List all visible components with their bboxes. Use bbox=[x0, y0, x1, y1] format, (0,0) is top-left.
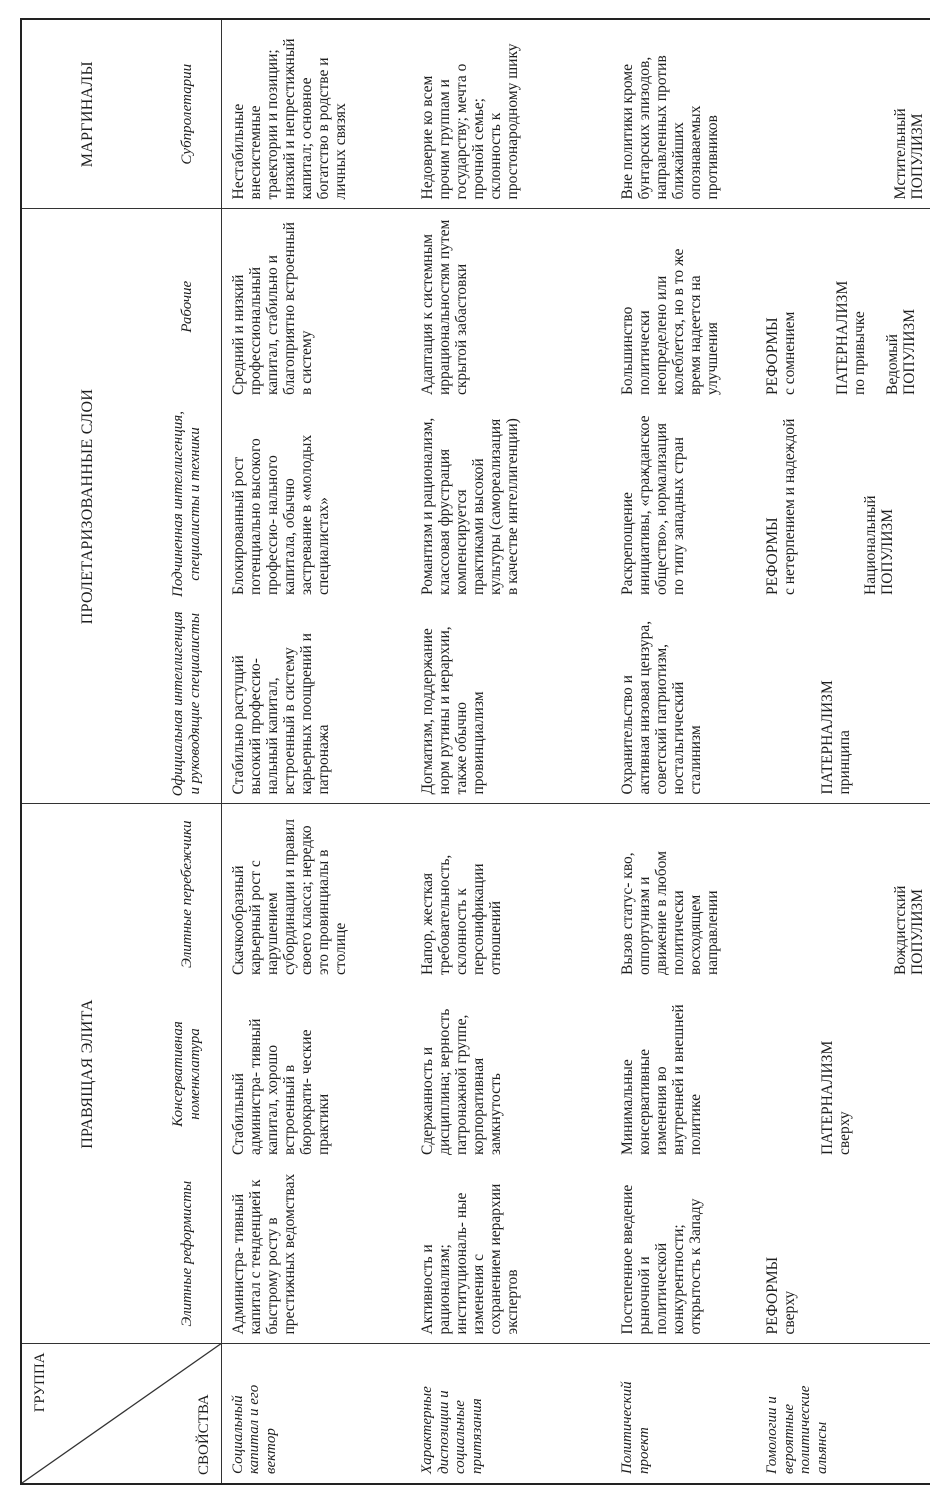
alliance-reforms-label: РЕФОРМЫ bbox=[764, 317, 781, 395]
alliance-cell bbox=[756, 984, 930, 1164]
alliance-populism-label: ПОПУЛИЗМ bbox=[909, 888, 927, 975]
social-groups-table bbox=[20, 18, 930, 1485]
alliance-cell bbox=[756, 209, 930, 404]
alliance-populism-qualifier: Мстительный bbox=[892, 108, 909, 200]
row-label-political-project: Политический проект bbox=[611, 1344, 756, 1484]
alliance-populism-label: ПОПУЛИЗМ bbox=[879, 508, 897, 595]
group-ruling-elite: ПРАВЯЩАЯ ЭЛИТА bbox=[21, 804, 153, 1344]
table-cell: Блокированный рост потенциально высокого профессио- нального капитала, обычно застревание в «молодых специалистах» bbox=[229, 434, 332, 595]
group-proletarianized: ПРОЛЕТАРИЗОВАННЫЕ СЛОИ bbox=[21, 209, 153, 804]
table-row bbox=[411, 19, 611, 1484]
table-cell: Недоверие ко всем прочим группам и государству; мечта о прочной семье; склонность к простонародному шику bbox=[411, 19, 611, 209]
alliance-paternalism-qualifier: принципа bbox=[836, 730, 854, 795]
subgroup-elite-defectors: Элитные перебежчики bbox=[153, 804, 221, 984]
alliance-paternalism-label: ПАТЕРНАЛИЗМ bbox=[834, 280, 852, 395]
alliance-populism-qualifier: Национальный bbox=[862, 495, 880, 595]
table-cell: Раскрепощение инициативы, «гражданское общество», нормализация по типу западных стран bbox=[619, 415, 688, 595]
alliance-cell bbox=[756, 604, 930, 804]
subgroup-conservative-nomenklatura: Консервативная номенклатура bbox=[153, 984, 221, 1164]
alliance-paternalism-qualifier: сверху bbox=[836, 1111, 854, 1155]
subgroup-elite-reformists: Элитные реформисты bbox=[153, 1164, 221, 1344]
row-label-dispositions: Характерные диспозиции и социальные притязания bbox=[411, 1344, 611, 1484]
alliance-cell bbox=[756, 404, 930, 604]
alliance-reforms-label: РЕФОРМЫ bbox=[764, 517, 781, 595]
alliance-cell bbox=[756, 804, 930, 984]
alliance-populism-qualifier: Вождистский bbox=[892, 885, 909, 975]
table-row-alliances bbox=[756, 19, 930, 1484]
subgroup-subordinate-intelligentsia: Подчиненная интеллигенция, специалисты и техники bbox=[153, 404, 221, 604]
table-cell: Вызов статус- кво, оппортунизм и движение в любом политически восходящем направлении bbox=[611, 804, 756, 984]
table-cell: Догматизм, поддержание норм рутины и иерархии, также обычно провинциализм bbox=[419, 626, 488, 795]
table-cell: Постепенное введение рыночной и политической конкурентности; открытость к Западу bbox=[619, 1184, 705, 1335]
group-marginals: МАРГИНАЛЫ bbox=[21, 19, 153, 209]
table-cell: Администра- тивный капитал с тенденцией к быстрому росту в престижных ведомствах bbox=[229, 1173, 298, 1335]
row-label-alliances: Гомологии и вероятные политические альянсы bbox=[756, 1344, 930, 1484]
table-cell: Минимальные консервативные изменения во внутренней и внешней политике bbox=[619, 1004, 705, 1155]
subgroup-official-intelligentsia: Официальная интеллигенция и руководящие специалисты bbox=[153, 604, 221, 804]
table-cell: Охранительство и активная низовая цензура, советский патриотизм, ностальгический сталинизм bbox=[619, 620, 705, 795]
corner-group-label: ГРУППА bbox=[32, 1352, 48, 1413]
alliance-cell bbox=[756, 19, 930, 209]
alliance-populism-label: ПОПУЛИЗМ bbox=[901, 308, 919, 395]
table-cell: Большинство политически неопределено или колеблется, но в то же время надеется на улучшения bbox=[611, 209, 756, 404]
alliance-paternalism-label: ПАТЕРНАЛИЗМ bbox=[819, 1040, 836, 1155]
corner-header bbox=[21, 1344, 221, 1484]
table-cell: Адаптация к системным иррациональностям путем скрытой забастовки bbox=[411, 209, 611, 404]
corner-properties-label: СВОЙСТВА bbox=[196, 1394, 212, 1475]
alliance-reforms-qualifier: сверху bbox=[781, 1290, 799, 1335]
alliance-populism-label: ПОПУЛИЗМ bbox=[909, 113, 927, 200]
alliance-paternalism-qualifier: по привычке bbox=[851, 311, 869, 395]
alliance-populism-qualifier: Ведомый bbox=[884, 334, 902, 395]
table-cell: Напор, жесткая требовательность, склонность к персонификации отношений bbox=[411, 804, 611, 984]
table-cell: Стабильно растущий высокий профессио- нальный капитал, встроенный в систему карьерных поощрений и патронажа bbox=[229, 633, 332, 795]
table-row bbox=[611, 19, 756, 1484]
table-cell: Активность и рационализм; институциональ- ные изменения с сохранением иерархии экспертов bbox=[419, 1183, 522, 1335]
table-cell: Скачкообразный карьерный рост с нарушением субординации и правил своего класса; нередко это провинциалы в столице bbox=[221, 804, 411, 984]
subgroup-workers: Рабочие bbox=[153, 209, 221, 404]
alliance-cell bbox=[756, 1164, 930, 1344]
table-cell: Вне политики кроме бунтарских эпизодов, направленных против ближайших опознаваемых противников bbox=[611, 19, 756, 209]
corner-diagonal-line bbox=[22, 1343, 222, 1483]
alliance-reforms-qualifier: с сомнением bbox=[781, 311, 799, 395]
alliance-reforms-label: РЕФОРМЫ bbox=[764, 1256, 781, 1335]
rotated-table-page bbox=[20, 20, 927, 1485]
subgroup-subproletarians: Субпролетарии bbox=[153, 19, 221, 209]
table-cell: Стабильный администра- тивный капитал, хорошо встроенный в бюрократи- ческие практики bbox=[229, 1018, 332, 1155]
table-cell: Средний и низкий профессиональный капитал, стабильно и благоприятно встроенный в систему bbox=[221, 209, 411, 404]
table-row bbox=[221, 19, 411, 1484]
row-label-social-capital: Социальный капитал и его вектор bbox=[221, 1344, 411, 1484]
table-cell: Нестабильные внесистемные траектории и позиции; низкий и непрестижный капитал; основное богатство в родстве и личных связях bbox=[221, 19, 411, 209]
table-cell: Сдержанность и дисциплина; верность патронажной группе, корпоративная замкнутость bbox=[419, 1008, 505, 1155]
alliance-paternalism-label: ПАТЕРНАЛИЗМ bbox=[819, 680, 836, 795]
table-cell: Романтизм и рационализм, классовая фрустрация компенсируется практиками высокой культуры (самореализация в качестве интеллигенции) bbox=[419, 417, 522, 595]
alliance-reforms-qualifier: с нетерпением и надеждой bbox=[781, 418, 799, 595]
